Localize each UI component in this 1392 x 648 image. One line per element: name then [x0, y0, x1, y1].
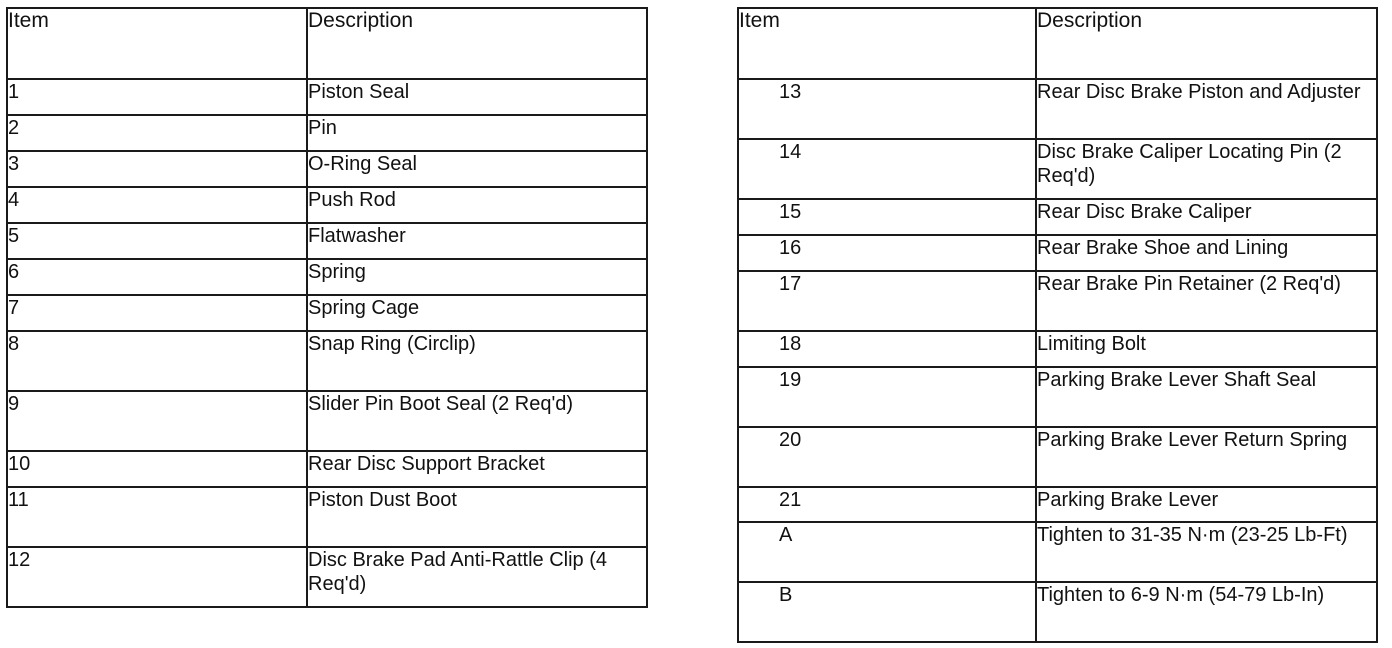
item-description: Tighten to 31-35 N·m (23-25 Lb-Ft): [1036, 522, 1377, 582]
item-number: 6: [7, 259, 307, 295]
item-number: 4: [7, 187, 307, 223]
item-number: 18: [738, 331, 1036, 367]
item-description: Disc Brake Pad Anti-Rattle Clip (4 Req'd): [307, 547, 647, 607]
item-number: 3: [7, 151, 307, 187]
item-description: Piston Dust Boot: [307, 487, 647, 547]
item-description: Limiting Bolt: [1036, 331, 1377, 367]
item-number: 10: [7, 451, 307, 487]
table-row: [738, 522, 1377, 582]
table-row: [7, 115, 647, 151]
item-number: 20: [738, 427, 1036, 487]
item-description: Pin: [307, 115, 647, 151]
item-number: 9: [7, 391, 307, 451]
table-row: [7, 331, 647, 391]
item-description: Spring Cage: [307, 295, 647, 331]
item-description: Rear Disc Support Bracket: [307, 451, 647, 487]
table-row: [7, 391, 647, 451]
table-row: [738, 235, 1377, 271]
header-row: [7, 8, 647, 79]
table-row: [7, 151, 647, 187]
item-number: 14: [738, 139, 1036, 199]
item-number: 2: [7, 115, 307, 151]
table-row: [738, 367, 1377, 427]
item-description: Rear Disc Brake Caliper: [1036, 199, 1377, 235]
table-row: [7, 79, 647, 115]
item-description: Push Rod: [307, 187, 647, 223]
table-row: [7, 223, 647, 259]
item-number: 8: [7, 331, 307, 391]
table-row: [738, 271, 1377, 331]
table-row: [738, 331, 1377, 367]
table-row: [7, 187, 647, 223]
table-row: [7, 295, 647, 331]
item-description: Tighten to 6-9 N·m (54-79 Lb-In): [1036, 582, 1377, 642]
item-description: Parking Brake Lever Return Spring: [1036, 427, 1377, 487]
item-description: Piston Seal: [307, 79, 647, 115]
table-row: [7, 451, 647, 487]
column-header-description: Description: [307, 8, 647, 79]
parts-legend-table-right: [737, 7, 1378, 643]
table-row: [7, 487, 647, 547]
item-number: 5: [7, 223, 307, 259]
column-header-item: Item: [738, 8, 1036, 79]
item-number: B: [738, 582, 1036, 642]
item-number: 12: [7, 547, 307, 607]
item-number: 15: [738, 199, 1036, 235]
table-row: [738, 427, 1377, 487]
item-number: 11: [7, 487, 307, 547]
table-row: [738, 199, 1377, 235]
column-header-description: Description: [1036, 8, 1377, 79]
item-description: Flatwasher: [307, 223, 647, 259]
item-description: Snap Ring (Circlip): [307, 331, 647, 391]
item-description: Rear Disc Brake Piston and Adjuster: [1036, 79, 1377, 139]
item-number: 16: [738, 235, 1036, 271]
item-description: Parking Brake Lever: [1036, 487, 1377, 522]
item-description: Spring: [307, 259, 647, 295]
item-description: Slider Pin Boot Seal (2 Req'd): [307, 391, 647, 451]
column-header-item: Item: [7, 8, 307, 79]
header-row: [738, 8, 1377, 79]
item-description: Rear Brake Pin Retainer (2 Req'd): [1036, 271, 1377, 331]
table-row: [738, 582, 1377, 642]
parts-legend-table-left: [6, 7, 648, 608]
item-number: 7: [7, 295, 307, 331]
table-row: [738, 139, 1377, 199]
table-row: [738, 487, 1377, 522]
item-number: A: [738, 522, 1036, 582]
item-number: 13: [738, 79, 1036, 139]
table-row: [738, 79, 1377, 139]
item-description: Disc Brake Caliper Locating Pin (2 Req'd): [1036, 139, 1377, 199]
item-number: 1: [7, 79, 307, 115]
item-number: 17: [738, 271, 1036, 331]
table-row: [7, 259, 647, 295]
item-number: 19: [738, 367, 1036, 427]
table-row: [7, 547, 647, 607]
item-description: Rear Brake Shoe and Lining: [1036, 235, 1377, 271]
item-description: O-Ring Seal: [307, 151, 647, 187]
item-number: 21: [738, 487, 1036, 522]
item-description: Parking Brake Lever Shaft Seal: [1036, 367, 1377, 427]
